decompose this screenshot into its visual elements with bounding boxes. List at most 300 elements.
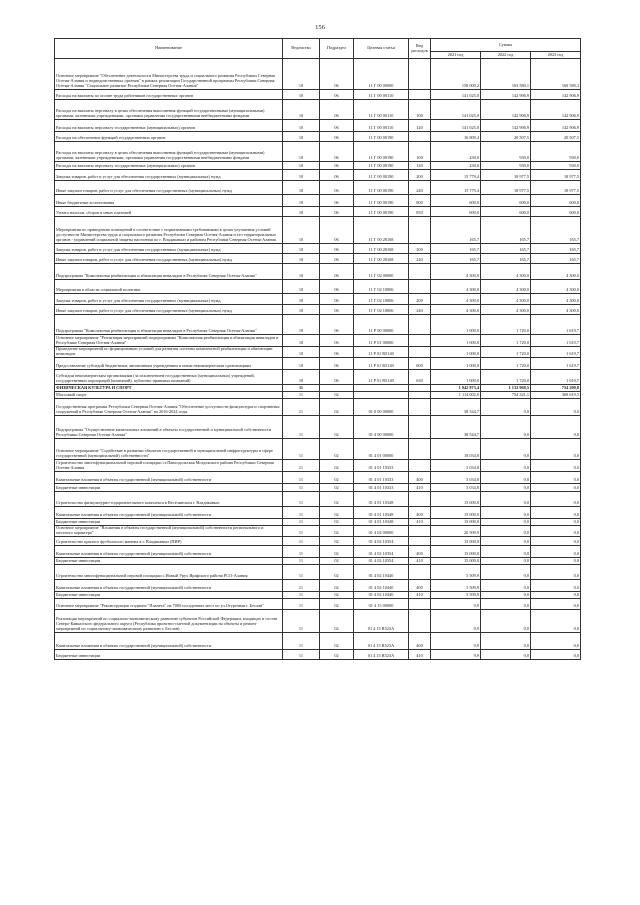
row-csr: 11 Р 01 R5140 (354, 370, 409, 385)
row-sum-2021: 16 809,4 (431, 132, 481, 142)
row-razdel: 02 (320, 399, 354, 416)
row-razdel: 06 (320, 170, 354, 181)
row-ved: 11 (283, 392, 320, 399)
row-csr (354, 392, 409, 399)
row-ved: 10 (283, 335, 320, 347)
row-vr: 410 (409, 519, 431, 526)
row-razdel: 02 (320, 439, 354, 460)
row-sum-2023: 0,0 (531, 399, 581, 416)
row-sum-2022: 0,0 (481, 507, 531, 519)
row-sum-2023: 0,0 (531, 610, 581, 633)
row-name: Строительство многофункциональной игровой площадки с.Новый Урух Ирафского района РСО-Алания (55, 565, 283, 580)
row-razdel: 02 (320, 610, 354, 633)
page-number: 156 (315, 24, 325, 31)
row-razdel: 06 (320, 335, 354, 347)
row-sum-2023: 0,0 (531, 537, 581, 546)
row-vr: 630 (409, 370, 431, 385)
row-name: Капитальные вложения в объекты государственной (муниципальной) собственности (55, 546, 283, 558)
row-sum-2021: 4 300,0 (431, 264, 481, 280)
row-sum-2023: 0,0 (531, 599, 581, 610)
row-sum-2022: 0,0 (481, 484, 531, 492)
row-sum-2021: 165,7 (431, 217, 481, 244)
row-sum-2023: 4 300,0 (531, 280, 581, 294)
row-vr: 200 (409, 170, 431, 181)
row-name: Основное мероприятие "Вложения в объекты государственной (муниципальной) собственности регионального и местного характера" (55, 526, 283, 537)
col-header-sums: Суммы (431, 39, 581, 52)
row-vr: 410 (409, 650, 431, 660)
row-sum-2023: 18 977,5 (531, 170, 581, 181)
row-name: Подпрограмма "Комплексная реабилитация и абилитация инвалидов в Республике Северная Осетия-Алания" (55, 264, 283, 280)
row-sum-2022: 0,0 (481, 546, 531, 558)
row-sum-2022: 1 720,0 (481, 370, 531, 385)
row-ved: 10 (283, 217, 320, 244)
row-razdel: 06 (320, 264, 354, 280)
row-vr (409, 217, 431, 244)
col-header-csr: Целевая статья (354, 39, 409, 59)
row-name: Расходы на выплаты персоналу государственных (муниципальных) органов (55, 120, 283, 132)
table-row (55, 315, 581, 335)
table-row (55, 207, 581, 217)
row-vr (409, 565, 431, 580)
table-row (55, 162, 581, 170)
row-sum-2023: 165,7 (531, 244, 581, 254)
row-sum-2021: 15 000,0 (431, 558, 481, 565)
row-ved: 11 (283, 558, 320, 565)
table-row (55, 217, 581, 244)
row-sum-2021: 1 942 873,4 (431, 385, 481, 392)
row-csr: 11 Г 00 00190 (354, 142, 409, 162)
row-sum-2023: 165,7 (531, 254, 581, 264)
row-razdel: 06 (320, 280, 354, 294)
table-row (55, 650, 581, 660)
row-sum-2022: 930,0 (481, 142, 531, 162)
row-sum-2022: 142 906,9 (481, 100, 531, 120)
row-vr: 200 (409, 294, 431, 305)
row-ved: 10 (283, 370, 320, 385)
row-sum-2023: 4 300,0 (531, 264, 581, 280)
row-sum-2021: 1 000,0 (431, 358, 481, 370)
row-sum-2022: 1 132 968,5 (481, 385, 531, 392)
row-csr: 01 4 02 10354 (354, 537, 409, 546)
row-razdel: 02 (320, 526, 354, 537)
table-row (55, 244, 581, 254)
row-vr (409, 280, 431, 294)
table-row (55, 599, 581, 610)
row-sum-2021: 15 779,4 (431, 181, 481, 195)
row-ved: 10 (283, 195, 320, 207)
table-row (55, 472, 581, 484)
row-vr (409, 132, 431, 142)
row-razdel: 06 (320, 294, 354, 305)
row-sum-2023: 600,0 (531, 207, 581, 217)
row-sum-2021: 9,9 (431, 599, 481, 610)
row-csr: 11 Г 00 00110 (354, 100, 409, 120)
row-csr: 11 Г 00 28168 (354, 217, 409, 244)
row-ved: 11 (283, 399, 320, 416)
row-vr (409, 537, 431, 546)
row-name: Подпрограмма "Осуществление капитальных вложений в объекты государственной и муниципальной собственности Республики Северная Осетия-Алания" (55, 416, 283, 439)
table-row (55, 142, 581, 162)
row-csr: 01 4 15 R523A (354, 650, 409, 660)
row-vr: 410 (409, 484, 431, 492)
row-ved: 10 (283, 358, 320, 370)
row-csr: 01 4 00 00000 (354, 416, 409, 439)
col-header-ved: Ведомство (283, 39, 320, 59)
row-sum-2023: 0,0 (531, 492, 581, 507)
row-razdel: 06 (320, 315, 354, 335)
row-sum-2021: 4 300,0 (431, 294, 481, 305)
row-razdel: 06 (320, 370, 354, 385)
row-name: Расходы на выплаты персоналу в целях обеспечения выполнения функций государственными (муниципальными) органами, казенными учреждениями, органами управления государственными внебюджетными фондами (55, 142, 283, 162)
row-ved: 10 (283, 90, 320, 100)
col-header-2022: 2022 год (481, 52, 531, 59)
row-sum-2021: 165,7 (431, 254, 481, 264)
row-sum-2022: 165,7 (481, 217, 531, 244)
row-vr: 240 (409, 181, 431, 195)
row-sum-2023: 0,0 (531, 472, 581, 484)
row-razdel: 06 (320, 59, 354, 90)
row-csr: 01 4 02 10354 (354, 558, 409, 565)
row-vr: 600 (409, 358, 431, 370)
row-sum-2023: 165,7 (531, 217, 581, 244)
col-header-2021: 2021 год (431, 52, 481, 59)
col-header-name: Наименование (55, 39, 283, 59)
col-header-razdel: Подраздел (320, 39, 354, 59)
row-csr: 11 Г 00 00190 (354, 162, 409, 170)
row-vr (409, 59, 431, 90)
row-sum-2023: 0,0 (531, 507, 581, 519)
row-ved: 10 (283, 120, 320, 132)
row-sum-2023: 0,0 (531, 580, 581, 592)
row-vr: 400 (409, 633, 431, 650)
row-csr: 01 4 02 10440 (354, 565, 409, 580)
row-sum-2022: 163 580,1 (481, 59, 531, 90)
row-name: Капитальные вложения в объекты государственной (муниципальной) собственности (55, 507, 283, 519)
row-sum-2022: 1 720,0 (481, 315, 531, 335)
row-vr (409, 347, 431, 358)
table-row (55, 370, 581, 385)
row-ved: 10 (283, 181, 320, 195)
row-sum-2021: 1 114 002,0 (431, 392, 481, 399)
row-name: Массовый спорт (55, 392, 283, 399)
table-row (55, 610, 581, 633)
row-vr: 120 (409, 162, 431, 170)
row-vr (409, 460, 431, 472)
row-vr: 240 (409, 254, 431, 264)
row-sum-2021: 1 000,0 (431, 370, 481, 385)
row-csr: 11 Г 00 00190 (354, 207, 409, 217)
table-row (55, 280, 581, 294)
row-csr: 11 Г 00 00000 (354, 59, 409, 90)
row-sum-2023: 142 906,9 (531, 120, 581, 132)
table-row (55, 195, 581, 207)
row-sum-2023: 1 619,7 (531, 370, 581, 385)
row-sum-2023: 169 580,3 (531, 59, 581, 90)
row-ved: 11 (283, 546, 320, 558)
row-sum-2021: 1 000,0 (431, 335, 481, 347)
row-vr (409, 315, 431, 335)
row-sum-2022: 165,7 (481, 254, 531, 264)
row-sum-2023: 0,0 (531, 439, 581, 460)
row-ved: 10 (283, 294, 320, 305)
row-razdel: 06 (320, 181, 354, 195)
row-csr: 01 4 02 00000 (354, 526, 409, 537)
row-ved: 11 (283, 492, 320, 507)
row-sum-2022: 0,0 (481, 439, 531, 460)
row-csr: 01 4 01 00000 (354, 439, 409, 460)
table-row (55, 59, 581, 90)
row-razdel: 06 (320, 254, 354, 264)
table-row (55, 492, 581, 507)
row-csr: 01 4 15 00000 (354, 599, 409, 610)
row-sum-2022: 0,0 (481, 399, 531, 416)
row-razdel: 06 (320, 195, 354, 207)
row-sum-2023: 0,0 (531, 519, 581, 526)
row-vr: 400 (409, 580, 431, 592)
table-row (55, 439, 581, 460)
row-ved: 10 (283, 207, 320, 217)
row-csr: 01 4 02 10354 (354, 546, 409, 558)
row-sum-2023: 0,0 (531, 460, 581, 472)
row-csr: 01 4 01 10348 (354, 519, 409, 526)
row-ved: 11 (283, 537, 320, 546)
row-sum-2022: 0,0 (481, 526, 531, 537)
table-row (55, 264, 581, 280)
row-sum-2022: 4 300,0 (481, 305, 531, 315)
row-vr (409, 399, 431, 416)
row-sum-2023: 0,0 (531, 546, 581, 558)
row-vr (409, 90, 431, 100)
row-sum-2022: 0,0 (481, 558, 531, 565)
row-csr: 11 Г 02 10006 (354, 280, 409, 294)
row-csr: 11 Г 00 00190 (354, 181, 409, 195)
row-razdel: 02 (320, 592, 354, 599)
row-sum-2021: 600,0 (431, 195, 481, 207)
row-csr: 11 Р 01 R5140 (354, 347, 409, 358)
row-razdel: 02 (320, 519, 354, 526)
row-vr: 410 (409, 558, 431, 565)
table-row (55, 526, 581, 537)
row-name: Реализация мероприятий по социально-экономическому развитию субъектов Российской Федерации, входящих в состав Северо-Кавказского федерального округа (Республика проектно-сметной документации на объекты и ремонт мероприятий по социальному-экономическому развитию г. Беслан) (55, 610, 283, 633)
row-vr: 100 (409, 100, 431, 120)
row-sum-2023: 0,0 (531, 633, 581, 650)
row-sum-2022: 1 720,0 (481, 358, 531, 370)
table-row (55, 580, 581, 592)
row-sum-2021: 9,9 (431, 633, 481, 650)
row-ved: 11 (283, 650, 320, 660)
row-sum-2022: 142 906,9 (481, 90, 531, 100)
row-name: Мероприятия по приведению помещений в соответствие с нормативными требованиями в целях улучшения условий доступности Министерства труда и социального развития Республики Северная Осетия-Алания и его территориальных органов - управлений социальной защиты населения по г. Владикавказ и районам Республики Северная Осетия-Алания (55, 217, 283, 244)
row-ved: 11 (283, 439, 320, 460)
row-sum-2023: 0,0 (531, 558, 581, 565)
row-sum-2023: 142 906,9 (531, 100, 581, 120)
row-csr: 11 Р 01 00000 (354, 335, 409, 347)
row-vr: 400 (409, 546, 431, 558)
table-row (55, 484, 581, 492)
row-sum-2021: 18 034,8 (431, 439, 481, 460)
row-sum-2021: 9,9 (431, 650, 481, 660)
row-sum-2021: 4 300,0 (431, 305, 481, 315)
row-name: Расходы на обеспечение функций государственных органов (55, 132, 283, 142)
row-sum-2023: 930,0 (531, 162, 581, 170)
row-sum-2021: 1 000,0 (431, 315, 481, 335)
row-sum-2022: 600,0 (481, 195, 531, 207)
row-razdel: 06 (320, 358, 354, 370)
row-name: Бюджетные инвестиции (55, 592, 283, 599)
row-ved: 10 (283, 305, 320, 315)
row-vr (409, 392, 431, 399)
table-row (55, 170, 581, 181)
row-razdel: 06 (320, 90, 354, 100)
row-name: Иные закупки товаров, работ и услуг для обеспечения государственных (муниципальных) нужд (55, 305, 283, 315)
table-row (55, 537, 581, 546)
row-sum-2022: 0,0 (481, 610, 531, 633)
table-row (55, 399, 581, 416)
row-vr (409, 492, 431, 507)
row-sum-2022: 18 977,5 (481, 181, 531, 195)
row-name: Уплата налогов, сборов и иных платежей (55, 207, 283, 217)
row-name: Расходы на выплаты по оплате труда работников государственных органов (55, 90, 283, 100)
row-razdel: 02 (320, 492, 354, 507)
table-row (55, 592, 581, 599)
row-name: Строительство многофункциональной игровой площадки ст.Павлодольская Моздокского района Республики Северная Осетия-Алания (55, 460, 283, 472)
row-vr (409, 385, 431, 392)
row-razdel: 02 (320, 507, 354, 519)
row-sum-2022: 4 300,0 (481, 264, 531, 280)
table-row (55, 294, 581, 305)
row-vr (409, 599, 431, 610)
row-sum-2022: 0,0 (481, 472, 531, 484)
row-csr: 11 Г 00 00190 (354, 170, 409, 181)
row-vr (409, 439, 431, 460)
row-sum-2022: 0,0 (481, 492, 531, 507)
row-sum-2021: 141 025,0 (431, 120, 481, 132)
table-row (55, 416, 581, 439)
row-razdel: 02 (320, 392, 354, 399)
row-sum-2022: 0,0 (481, 599, 531, 610)
row-ved: 10 (283, 315, 320, 335)
table-row (55, 519, 581, 526)
row-name: Капитальные вложения в объекты государственной (муниципальной) собственности (55, 580, 283, 592)
row-ved: 11 (283, 565, 320, 580)
row-csr: 11 Г 02 10006 (354, 294, 409, 305)
row-sum-2021: 4 300,0 (431, 280, 481, 294)
row-name: Капитальные вложения в объекты государственной (муниципальной) собственности (55, 633, 283, 650)
row-sum-2023: 1 619,7 (531, 335, 581, 347)
row-sum-2022: 0,0 (481, 460, 531, 472)
row-razdel: 06 (320, 347, 354, 358)
table-row (55, 507, 581, 519)
row-sum-2021: 5 509,9 (431, 580, 481, 592)
row-sum-2022: 0,0 (481, 416, 531, 439)
row-name: Закупка товаров, работ и услуг для обеспечения государственных (муниципальных) нужд (55, 244, 283, 254)
row-sum-2023: 368 619,5 (531, 392, 581, 399)
row-sum-2023: 4 300,0 (531, 305, 581, 315)
row-name: Капитальные вложения в объекты государственной (муниципальной) собственности (55, 472, 283, 484)
row-razdel: 02 (320, 546, 354, 558)
row-sum-2021: 3 034,8 (431, 484, 481, 492)
row-sum-2023: 0,0 (531, 416, 581, 439)
row-sum-2023: 20 507,5 (531, 132, 581, 142)
row-ved: 10 (283, 244, 320, 254)
table-row (55, 100, 581, 120)
col-header-vr: Вид расходов (409, 39, 431, 59)
row-sum-2023: 18 977,5 (531, 181, 581, 195)
row-name: Бюджетные инвестиции (55, 558, 283, 565)
row-csr: 01 4 01 10348 (354, 507, 409, 519)
row-csr: 11 Г 00 28168 (354, 244, 409, 254)
row-sum-2023: 0,0 (531, 565, 581, 580)
row-csr: 11 Г 02 10006 (354, 305, 409, 315)
row-csr: 11 Р 01 R5140 (354, 358, 409, 370)
row-csr: 01 4 01 10333 (354, 484, 409, 492)
row-sum-2022: 165,7 (481, 244, 531, 254)
row-csr: 01 0 00 00000 (354, 399, 409, 416)
row-sum-2021: 141 025,0 (431, 100, 481, 120)
row-razdel: 02 (320, 558, 354, 565)
row-razdel: 06 (320, 305, 354, 315)
row-vr: 240 (409, 305, 431, 315)
table-row (55, 305, 581, 315)
row-name: Строительство физкультурно-оздоровительного комплекса в Весёлинском г. Владикавказ (55, 492, 283, 507)
table-row (55, 565, 581, 580)
row-razdel: 06 (320, 207, 354, 217)
table-row (55, 181, 581, 195)
row-vr: 400 (409, 472, 431, 484)
row-sum-2021: 165,7 (431, 244, 481, 254)
table-row (55, 120, 581, 132)
row-sum-2022: 0,0 (481, 565, 531, 580)
row-vr (409, 610, 431, 633)
table-row (55, 90, 581, 100)
row-sum-2021: 158 000,2 (431, 59, 481, 90)
row-sum-2023: 0,0 (531, 592, 581, 599)
row-ved: 11 (283, 610, 320, 633)
row-sum-2022: 0,0 (481, 519, 531, 526)
row-sum-2021: 9,9 (431, 610, 481, 633)
row-sum-2021: 430,0 (431, 142, 481, 162)
row-name: Бюджетные инвестиции (55, 484, 283, 492)
row-sum-2021: 15 000,0 (431, 537, 481, 546)
row-sum-2022: 0,0 (481, 592, 531, 599)
row-razdel: 02 (320, 537, 354, 546)
table-row (55, 392, 581, 399)
table-row (55, 633, 581, 650)
row-csr: 01 4 15 R523A (354, 633, 409, 650)
row-vr: 100 (409, 142, 431, 162)
row-sum-2021: 141 025,0 (431, 90, 481, 100)
row-sum-2022: 1 720,0 (481, 335, 531, 347)
row-sum-2022: 0,0 (481, 537, 531, 546)
row-vr: 850 (409, 207, 431, 217)
row-razdel: 02 (320, 484, 354, 492)
row-sum-2021: 5 509,9 (431, 592, 481, 599)
row-sum-2021: 15 779,4 (431, 170, 481, 181)
col-header-2023: 2023 год (531, 52, 581, 59)
row-sum-2021: 15 000,0 (431, 507, 481, 519)
row-ved: 10 (283, 170, 320, 181)
row-sum-2021: 5 509,9 (431, 565, 481, 580)
row-sum-2023: 600,0 (531, 195, 581, 207)
row-razdel: 06 (320, 162, 354, 170)
row-ved: 10 (283, 280, 320, 294)
row-name: Основное мероприятие "Обеспечение деятельности Министерства труда и социального развития Республики Северная Осетия-Алания и подведомственных органов" в рамках реализации Государственной программы Республики Северная Осетия-Алания "Социальное развитие Республики Северная Осетия-Алания" (55, 59, 283, 90)
row-name: Проведение мероприятий по формированию условий для развития системы комплексной реабилитации и абилитации инвалидов (55, 347, 283, 358)
row-name: Расходы на выплаты персоналу в целях обеспечения выполнения функций государственными (муниципальными) органами, казенными учреждениями, органами управления государственными внебюджетными фондами (55, 100, 283, 120)
row-razdel: 06 (320, 142, 354, 162)
row-razdel: 06 (320, 244, 354, 254)
row-name: Расходы на выплаты персоналу государственных (муниципальных) органов (55, 162, 283, 170)
